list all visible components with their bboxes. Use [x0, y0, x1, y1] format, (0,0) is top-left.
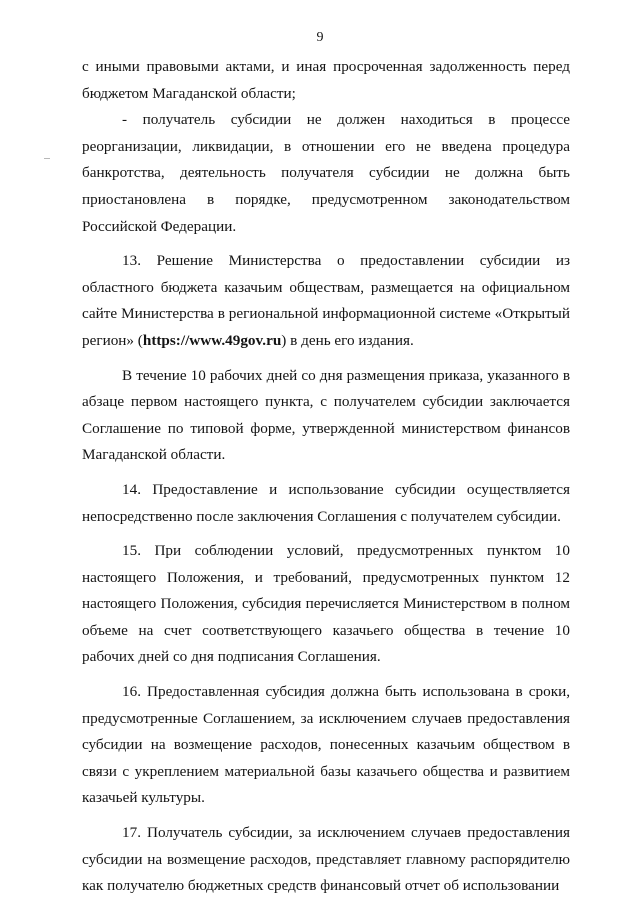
page-number: 9: [316, 30, 324, 45]
paragraph-14: 14. Предоставление и использование субсидии осуществляется непосредственно после заключения Соглашения с получателем субсидии.: [82, 480, 570, 525]
document-body: [82, 54, 570, 900]
margin-mark: [44, 158, 50, 159]
paragraph-bullet-requirement: - получатель субсидии не должен находиться в процессе реорганизации, ликвидации, в отношении его не введена процедура банкротства, деятельность получателя субсидии не должна быть приостановлена в порядке, предусмотренном законодательством Российской Федерации.: [82, 111, 570, 235]
paragraph-13-agreement: В течение 10 рабочих дней со дня размещения приказа, указанного в абзаце первом настоящего пункта, с получателем субсидии заключается Соглашение по типовой форме, утвержденной министерством финансов Магаданской области.: [82, 366, 570, 464]
paragraph-continuation: с иными правовыми актами, и иная просроченная задолженность перед бюджетом Магаданской области;: [82, 58, 570, 102]
paragraph-13-text: 13. Решение Министерства о предоставлении субсидии из областного бюджета казачьим обществам, размещается на официальном сайте Министерства в региональной информационной системе «Открытый регион» (: [82, 252, 570, 349]
paragraph-17: 17. Получатель субсидии, за исключением случаев предоставления субсидии на возмещение расходов, представляет главному распорядителю как получателю бюджетных средств финансовый отчет об использовании: [82, 824, 570, 895]
website-url: https://www.49gov.ru: [142, 331, 282, 349]
paragraph-16: 16. Предоставленная субсидия должна быть использована в сроки, предусмотренные Соглашением, за исключением случаев предоставления субсидии на возмещение расходов, понесенных казачьим обществом в связи с укреплением материальной базы казачьего общества и развитием казачьей культуры.: [82, 683, 570, 807]
paragraph-15: 15. При соблюдении условий, предусмотренных пунктом 10 настоящего Положения, и требований, предусмотренных пунктом 12 настоящего Положения, субсидия перечисляется Министерством в полном объеме на счет соответствующего казачьего общества в течение 10 рабочих дней со дня подписания Соглашения.: [82, 542, 570, 666]
paragraph-13: [82, 248, 570, 354]
paragraph-13-tail: ) в день его издания.: [281, 331, 414, 349]
